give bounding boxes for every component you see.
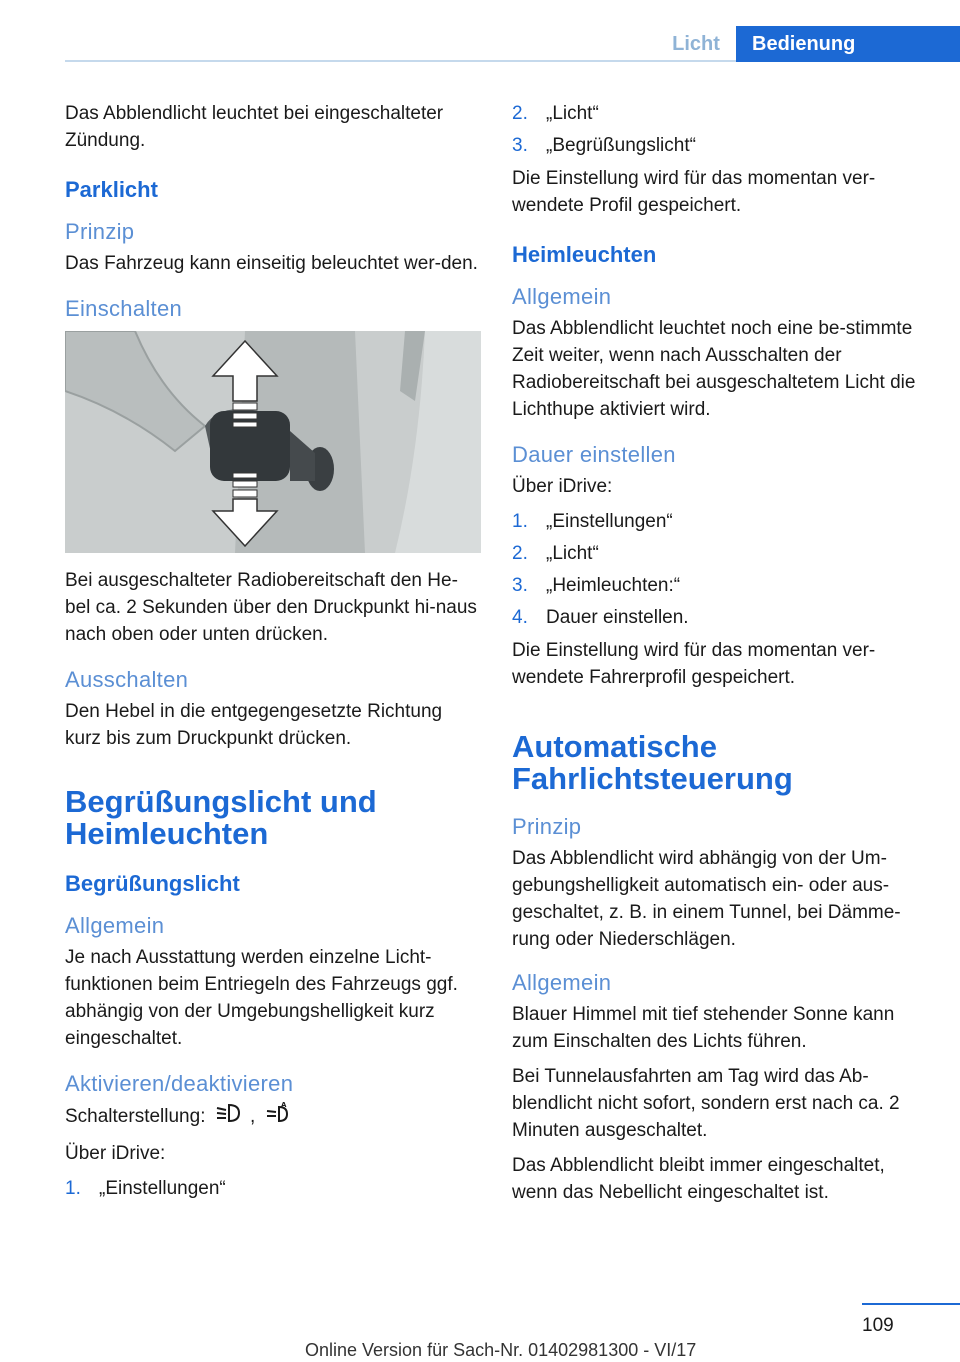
einschalten-heading: Einschalten [65, 296, 183, 321]
allgemein2-heading: Allgemein [512, 970, 612, 995]
header-tab-bedienung[interactable]: Bedienung [736, 26, 960, 62]
header-tab-licht[interactable]: Licht [672, 32, 720, 55]
heimleuchten-text: Das Abblendlicht leuchtet noch eine be-stimmte Zeit weiter, wenn nach Ausschalten der Radiobereitschaft bei ausgeschaltetem Licht die Lichthupe aktiviert wird. [512, 318, 916, 420]
steps-right-b [512, 508, 924, 631]
dauer-heading: Dauer einstellen [512, 442, 676, 467]
intro-text: Das Abblendlicht leuchtet bei eingeschalteter Zündung. [65, 103, 444, 151]
right-column [512, 100, 924, 1214]
heimleuchten-heading: Heimleuchten [512, 242, 657, 267]
parklicht-heading: Parklicht [65, 177, 158, 202]
begruessungslicht-heading: Begrüßungslicht [65, 871, 240, 896]
schalterstellung-line [65, 1102, 481, 1132]
list-item: 1. „Einstellungen“ [512, 511, 673, 532]
ueber-idrive-left: Über iDrive: [65, 1143, 166, 1164]
auto-light-icon [265, 1102, 291, 1132]
ueber-idrive-right: Über iDrive: [512, 476, 613, 497]
prinzip-text: Das Fahrzeug kann einseitig beleuchtet wer-den. [65, 253, 478, 274]
prinzip-heading-right: Prinzip [512, 814, 582, 839]
list-item: 3. „Heimleuchten:“ [512, 575, 681, 596]
footer-rule [862, 1303, 960, 1305]
lever-illustration [65, 331, 481, 553]
profil-text-a: Die Einstellung wird für das momentan ver-wendete Profil gespeichert. [512, 168, 876, 216]
section-heading-begruessung: Begrüßungslicht und Heimleuchten [65, 784, 377, 851]
icon-separator: , [250, 1106, 256, 1128]
auto-fahrlicht-heading: Automatische Fahrlichtsteuerung [512, 729, 793, 796]
einschalten-text: Bei ausgeschalteter Radiobereitschaft den He-bel ca. 2 Sekunden über den Druckpunkt hi-naus nach oben oder unten drücken. [65, 570, 477, 645]
list-item: 3. „Begrüßungslicht“ [512, 135, 696, 156]
allgemein-heading-right: Allgemein [512, 284, 612, 309]
prinzip-heading: Prinzip [65, 219, 135, 244]
page-number: 109 [862, 1315, 894, 1336]
steps-right-a [512, 100, 924, 159]
allgemein-text-3: Das Abblendlicht bleibt immer eingeschaltet, wenn das Nebellicht eingeschaltet ist. [512, 1155, 885, 1203]
list-item: 1. „Einstellungen“ [65, 1178, 226, 1199]
schalterstellung-label: Schalterstellung: [65, 1106, 206, 1128]
allgemein-text-1: Blauer Himmel mit tief stehender Sonne kann zum Einschalten des Lichts führen. [512, 1004, 895, 1052]
list-item: 2. „Licht“ [512, 543, 599, 564]
low-beam-icon [215, 1102, 241, 1132]
left-column [65, 100, 481, 1208]
list-item: 4. Dauer einstellen. [512, 607, 689, 628]
profil-text-b: Die Einstellung wird für das momentan ver-wendete Fahrerprofil gespeichert. [512, 640, 876, 688]
prinzip-text-right: Das Abblendlicht wird abhängig von der Um-gebungshelligkeit automatisch ein- oder aus-geschaltet, z. B. in einem Tunnel, bei Dämme-rung oder Niederschlägen. [512, 848, 901, 950]
lever-diagram [65, 331, 481, 553]
svg-text:A: A [280, 1102, 287, 1109]
online-version-text: Online Version für Sach-Nr. 01402981300 - VI/17 [305, 1340, 697, 1360]
allgemein-text-2: Bei Tunnelausfahrten am Tag wird das Ab-blendlicht nicht sofort, sondern erst nach ca. 2 Minuten ausgeschaltet. [512, 1066, 900, 1141]
aktivieren-heading: Aktivieren/deaktivieren [65, 1071, 294, 1096]
allgemein-text-left: Je nach Ausstattung werden einzelne Licht-funktionen beim Entriegeln des Fahrzeugs ggf. abhängig von der Umgebungshelligkeit kurz eingeschaltet. [65, 947, 458, 1049]
ausschalten-text: Den Hebel in die entgegengesetzte Richtung kurz bis zum Druckpunkt drücken. [65, 701, 443, 749]
steps-left [65, 1175, 481, 1202]
list-item: 2. „Licht“ [512, 103, 599, 124]
ausschalten-heading: Ausschalten [65, 667, 189, 692]
allgemein-heading-left: Allgemein [65, 913, 165, 938]
